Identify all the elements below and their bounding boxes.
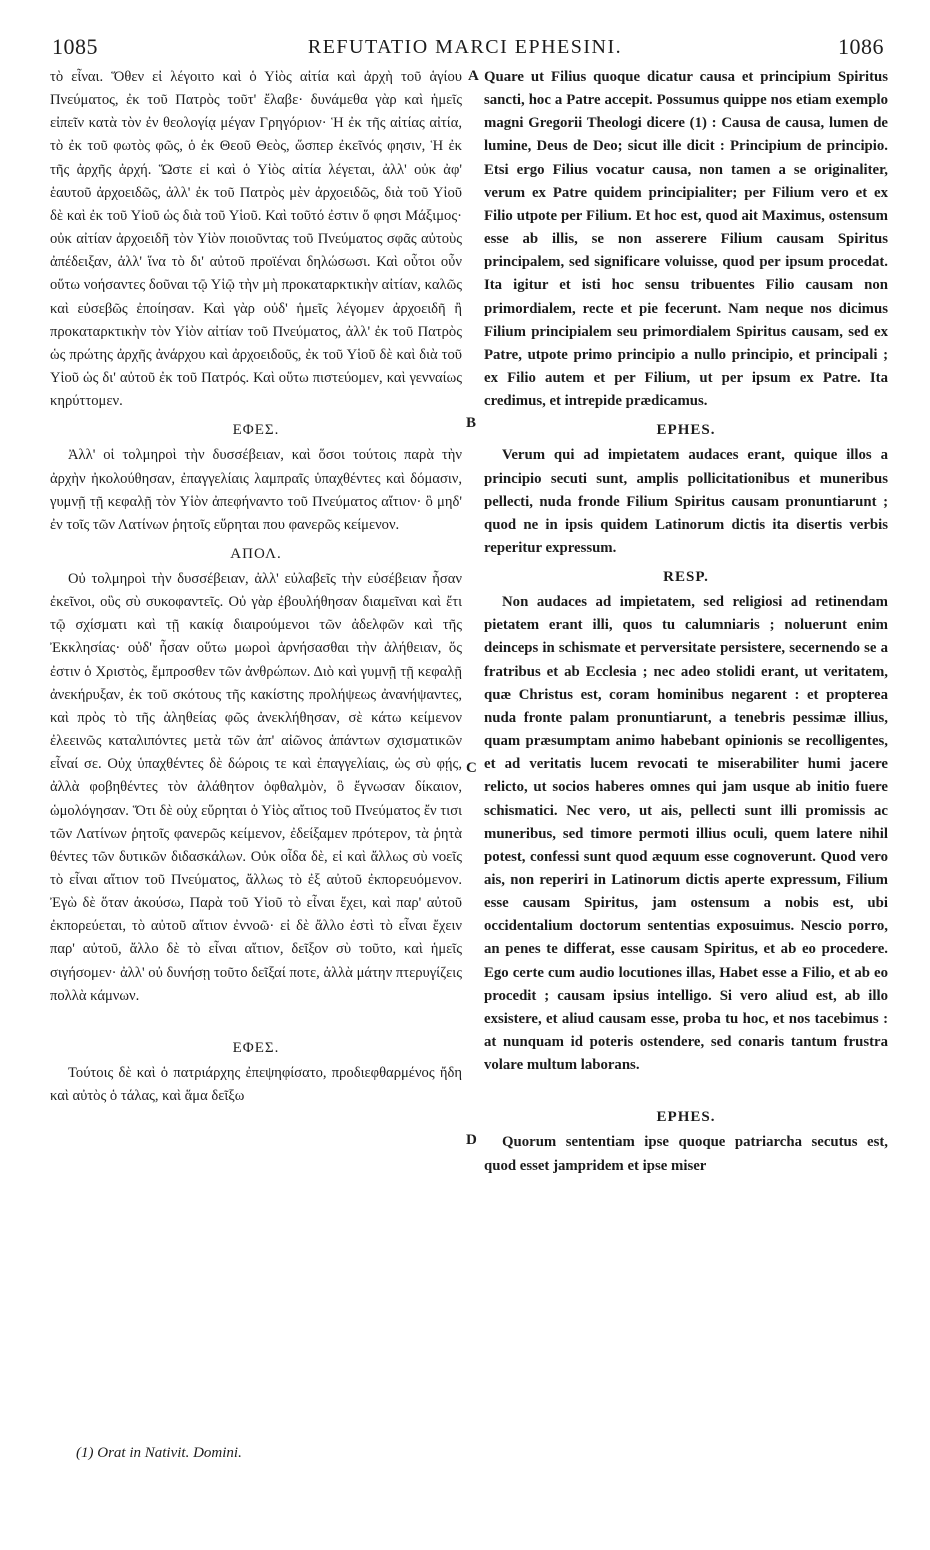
latin-heading-ephes: EPHES. [656, 1109, 716, 1126]
latin-column [484, 66, 888, 1178]
latin-heading-resp: RESP. [663, 569, 709, 586]
margin-marker-d: D [466, 1132, 477, 1148]
running-title: REFUTATIO MARCI EPHESINI. [307, 36, 623, 58]
latin-paragraph: Non audaces ad impietatem, sed religiosi ad retinendam pietatem erant illi, quos tu calumniaris ; noluerunt enim deinceps in schismate et perversitate persistere, secernendo se a fratribus et ab Ecclesia ; nec adeo stolidi erant, ut veritatem, quæ Christus est, coram hominibus negarent : et propterea nuda fronte palam pronuntiarunt, a tenebris pessimæ illius, quam præsumptam animo habebant opinionis se recolligentes, et ad veritatis lucem revocati te miserabiliter humi jacere relicto, ut socios haberes omnes qui jam usque ab initio fuere schismatici. Nec vero, ut ais, pellecti sunt illi promissis ac muneribus, sed timore permoti illius oculi, quem latere nihil potest, confessi sunt quod æquum esse cognoverunt. Quod vero ais, non reperiri in Latinorum dictis aperte expressum, Filium esse causam Spiritus, jam ostensum a nobis est, ubi occidentalium doctorum sententias exposuimus. Nescio porro, an penes te differat, esse causam Spiritus, et ab eo procedere. Ego certe cum audio locutiones illas, Habet esse a Filio, et ab eo procedit ; causam ipsius intelligo. Si vero aliud est, ab illo exsistere, et aliud causam esse, proba tu hoc, et nos tacebimus : at nunquam id poteris ostendere, sed conaris tantum frustra volare multum laborans. [484, 594, 888, 1074]
greek-paragraph: τὸ εἶναι. Ὅθεν εἰ λέγοιτο καὶ ὁ Υἱὸς αἰτία καὶ ἀρχὴ τοῦ ἁγίου Πνεύματος, ἐκ τοῦ Πατρὸς τοῦτ' ἔλαβε· δυνάμεθα γὰρ καὶ ἡμεῖς εἰπεῖν κατὰ τὸν ἐν θεολογίᾳ μέγαν Γρηγόριον· Ἡ ἐκ τῆς αἰτίας αἰτία, τὸ ἐκ τοῦ φωτὸς φῶς, ὁ ἐκ Θεοῦ Θεὸς, ὥσπερ ἐκεῖνός φησιν, Ἡ ἐκ τῆς ἀρχῆς ἀρχή. Ὥστε εἰ καὶ ὁ Υἱὸς αἰτία λέγεται, ἀλλ' οὐκ ἀφ' ἑαυτοῦ ἀρχοειδῶς, ἀλλ' ἐκ τοῦ Πατρὸς μὲν ἀρχοειδῶς, διὰ τοῦ Υἱοῦ δὲ καὶ ἐκ τοῦ Υἱοῦ ὡς διὰ τοῦ Υἱοῦ. Καὶ τοῦτό ἐστιν ὅ φησι Μάξιμος· οὐκ αἰτίαν ἀρχοειδῆ τὸν Υἱὸν ποιοῦντας τοῦ Πνεύματος σφᾶς αὐτοὺς ἀπέδειξαν, ἀλλ' ἵνα τὸ δι' αὐτοῦ προϊέναι δηλώσωσι. Καὶ οὗτοι οὖν οὕτω νοήσαντες δοῦναι τῷ Υἱῷ τὴν μὴ προκαταρκτικὴν αἰτίαν, καλῶς καὶ εὐσεβῶς ἐποίησαν. Καὶ γὰρ οὐδ' ἡμεῖς λέγομεν ἀρχοειδῆ ἢ προκαταρκτικὴν τὸν Υἱὸν αἰτίαν τοῦ Πνεύματος, ἀλλ' ἐκ τοῦ Πατρὸς ὡς πρώτης ἀρχῆς ἀνάρχου καὶ ἀρχοειδοῦς, ἐκ τοῦ Υἱοῦ δὲ καὶ διὰ τοῦ Υἱοῦ ὡς δι' αὐτοῦ ἐκ τοῦ Πατρός. Καὶ οὕτω πιστεύομεν, καὶ γενναίως κηρύττομεν. [50, 69, 462, 410]
greek-heading-apol: ΑΠΟΛ. [230, 545, 282, 562]
greek-heading-ephes: ΕΦΕΣ. [232, 422, 280, 439]
greek-paragraph: Ἀλλ' οἱ τολμηροὶ τὴν δυσσέβειαν, καὶ ὅσοι τούτοις παρὰ τὴν ἀρχὴν ἠκολούθησαν, ἐπαγγελίαις λαμπραῖς ὑπαχθέντες καὶ δόμασιν, γυμνῇ τῇ κεφαλῇ τὸν Υἱὸν ἀπεφήναντο τοῦ Πνεύματος αἴτιον· ὃ μηδ' ἐν τοῖς τῶν Λατίνων ῥητοῖς εὕρηται που φανερῶς κείμενον. [50, 447, 462, 533]
margin-marker-c: C [466, 760, 477, 776]
margin-marker-b: B [466, 415, 477, 431]
footnote: (1) Orat in Nativit. Domini. [76, 1445, 242, 1461]
latin-paragraph: Verum qui ad impietatem audaces erant, quique illos a principio secuti sunt, amplis pollicitationibus et muneribus pellecti, nuda fronde Filium Spiritus causam pronuntiarunt ; quod ne in ipsis quidem Latinorum dictis ita disertis verbis reperitur expressum. [484, 447, 888, 556]
left-page-number: 1085 [52, 34, 98, 59]
greek-paragraph: Οὐ τολμηροὶ τὴν δυσσέβειαν, ἀλλ' εὐλαβεῖς τὴν εὐσέβειαν ἦσαν ἐκεῖνοι, οὓς σὺ συκοφαντεῖς. Οὐ γὰρ ἐβουλήθησαν διαμεῖναι καὶ ἔτι τῷ σχίσματι καὶ τῇ κακίᾳ διαιρούμενοι τῶν ἀδελφῶν καὶ τῆς Ἐκκλησίας· οὐδ' ἦσαν οὕτω μωροὶ ἀρνήσασθαι τὴν ἀλήθειαν, ὅς ἐστιν ὁ Χριστὸς, ἔμπροσθεν τῶν ἀνθρώπων. Διὸ καὶ γυμνῇ τῇ κεφαλῇ ἀνεκήρυξαν, ἐκ τοῦ σκότους τῆς κακίστης προλήψεως ἀνανήψαντες, καὶ πρὸς τὸ τῆς ἀληθείας φῶς ἀνεκλήθησαν, σὲ κάτω κείμενον ἐλεεινῶς καταλιπόντες μετὰ τῶν ἀπ' αἰῶνος ἁπάντων σχισματικῶν εἶναί σε. Οὐχ ὑπαχθέντες δὲ δώροις τε καὶ ἐπαγγελίαις, ὡς σὺ φῄς, ἀλλὰ φοβηθέντες τὸν ἀλάθητον ὀφθαλμὸν, ὃ ἔγνωσαν δίκαιον, ὡμολόγησαν. Ὅτι δὲ οὐχ εὕρηται ὁ Υἱὸς αἴτιος τοῦ Πνεύματος ἔν τισι τῶν Λατίνων ῥητοῖς φανερῶς κείμενον, ἐδείξαμεν πρότερον, τὰ ῥητὰ θέντες τῶν δυτικῶν διδασκάλων. Οὐκ οἶδα δὲ, εἰ καὶ ἄλλως σὺ νοεῖς τὸ εἶναι αἴτιον τοῦ Πνεύματος, ἄλλως τὸ ἐξ αὐτοῦ ἐκπορευόμενον. Ἐγὼ δὲ ὅταν ἀκούσω, Παρὰ τοῦ Υἱοῦ τὸ εἶναι ἔχει, καὶ παρ' αὐτοῦ ἐκπορεύεται, τὸ αὐτοῦ αἴτιον ἐννοῶ· εἰ δὲ ἄλλο ἐστὶ τὸ εἶναι ἔχειν παρ' αὐτοῦ, ἄλλο δὲ τὸ εἶναι αἴτιον, δεῖξον σὺ τοῦτο, καὶ ἡμεῖς σιγήσομεν· ἀλλ' οὐ δυνήσῃ τοῦτο δεῖξαί ποτε, ἀλλὰ μάτην πτερυγίζεις πολλὰ κάμνων. [50, 570, 462, 1004]
right-page-number: 1086 [838, 34, 884, 59]
latin-paragraph: Quare ut Filius quoque dicatur causa et principium Spiritus sancti, hoc a Patre accepit. Possumus quippe nos etiam exemplo magni Gregorii Theologi dicere (1) : Causa de causa, lumen de lumine, Deus de Deo; sicut ille dicit : Principium de principio. Etsi ergo Filius vocatur causa, non tamen a se originaliter, verum ex Patre quidem principialiter; per Filium vero et ex Filio utpote per Filium. Et hoc est, quod ait Maximus, ostensum esse ab illis, se non asserere Filium causam Spiritus principalem, sed significare voluisse, quod per ipsum procedat. Ita igitur et isti hoc sensu tribuentes Filio causam non primordialem, recte et pie fecerunt. Nam neque nos dicimus Filium principialem seu primordialem Spiritus causam, sed ex Patre, utpote primo principio a nullo principio, et principali ; ex Filio autem et per Filium, ut per ipsum ex Patre. Ita credimus, et intrepide prædicamus. [484, 69, 888, 410]
greek-heading-ephes: ΕΦΕΣ. [232, 1039, 280, 1056]
latin-paragraph: Quorum sententiam ipse quoque patriarcha secutus est, quod esset jampridem et ipse miser [484, 1134, 888, 1174]
greek-column [50, 66, 462, 1108]
greek-paragraph: Τούτοις δὲ καὶ ὁ πατριάρχης ἐπεψηφίσατο, προδιεφθαρμένος ἤδη καὶ αὐτὸς ὁ τάλας, καὶ ἅμα δεῖξω [50, 1064, 462, 1105]
margin-marker-a: A [468, 68, 479, 84]
latin-heading-ephes: EPHES. [656, 422, 716, 439]
